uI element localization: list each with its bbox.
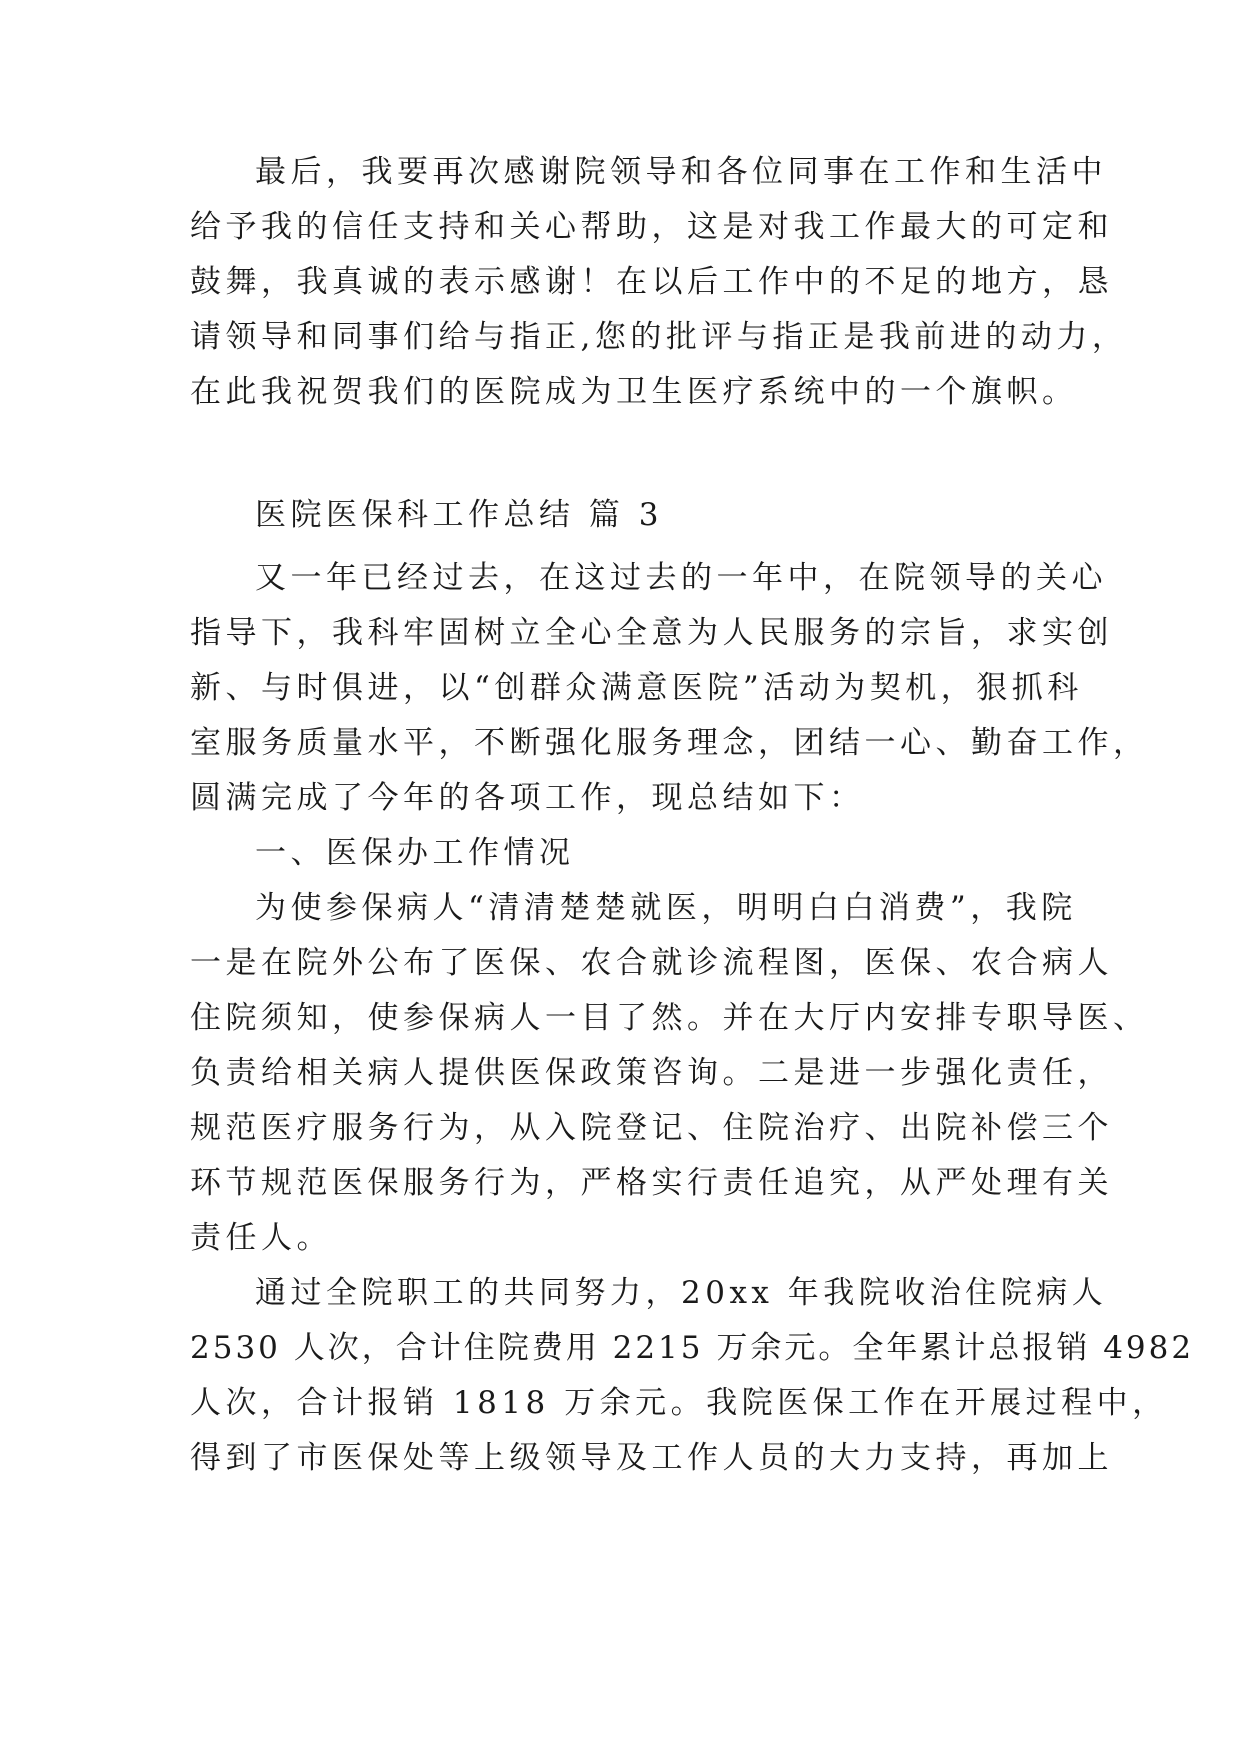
text-line: 得到了市医保处等上级领导及工作人员的大力支持，再加上 — [190, 1440, 1113, 1476]
text-line: 又一年已经过去，在这过去的一年中，在院领导的关心 — [255, 560, 1107, 596]
text-line: 人次，合计报销 1818 万余元。我院医保工作在开展过程中， — [190, 1385, 1168, 1421]
text-line: 请领导和同事们给与指正,您的批评与指正是我前进的动力， — [190, 319, 1128, 355]
text-line: 规范医疗服务行为，从入院登记、住院治疗、出院补偿三个 — [190, 1110, 1113, 1146]
text-line: 为使参保病人“清清楚楚就医，明明白白消费”，我院 — [255, 890, 1077, 926]
text-line: 住院须知，使参保病人一目了然。并在大厅内安排专职导医、 — [190, 1000, 1149, 1036]
text-line: 2530 人次，合计住院费用 2215 万余元。全年累计总报销 4982 — [190, 1330, 1195, 1366]
text-line: 负责给相关病人提供医保政策咨询。二是进一步强化责任， — [190, 1055, 1113, 1091]
text-line: 环节规范医保服务行为，严格实行责任追究，从严处理有关 — [190, 1165, 1113, 1201]
text-line: 一是在院外公布了医保、农合就诊流程图，医保、农合病人 — [190, 945, 1113, 981]
text-line: 最后，我要再次感谢院领导和各位同事在工作和生活中 — [255, 154, 1107, 190]
text-line: 鼓舞，我真诚的表示感谢！在以后工作中的不足的地方，恳 — [190, 264, 1113, 300]
text-line: 给予我的信任支持和关心帮助，这是对我工作最大的可定和 — [190, 209, 1113, 245]
text-line: 室服务质量水平，不断强化服务理念，团结一心、勤奋工作， — [190, 725, 1149, 761]
subsection-heading: 一、医保办工作情况 — [255, 835, 575, 871]
text-line: 责任人。 — [190, 1220, 332, 1256]
text-line: 通过全院职工的共同努力，20xx 年我院收治住院病人 — [255, 1275, 1108, 1311]
text-line: 在此我祝贺我们的医院成为卫生医疗系统中的一个旗帜。 — [190, 374, 1078, 410]
text-line: 圆满完成了今年的各项工作，现总结如下： — [190, 780, 865, 816]
text-line: 指导下，我科牢固树立全心全意为人民服务的宗旨，求实创 — [190, 615, 1113, 651]
text-line: 新、与时俱进，以“创群众满意医院”活动为契机，狠抓科 — [190, 670, 1083, 706]
section-heading: 医院医保科工作总结 篇 3 — [255, 497, 663, 533]
